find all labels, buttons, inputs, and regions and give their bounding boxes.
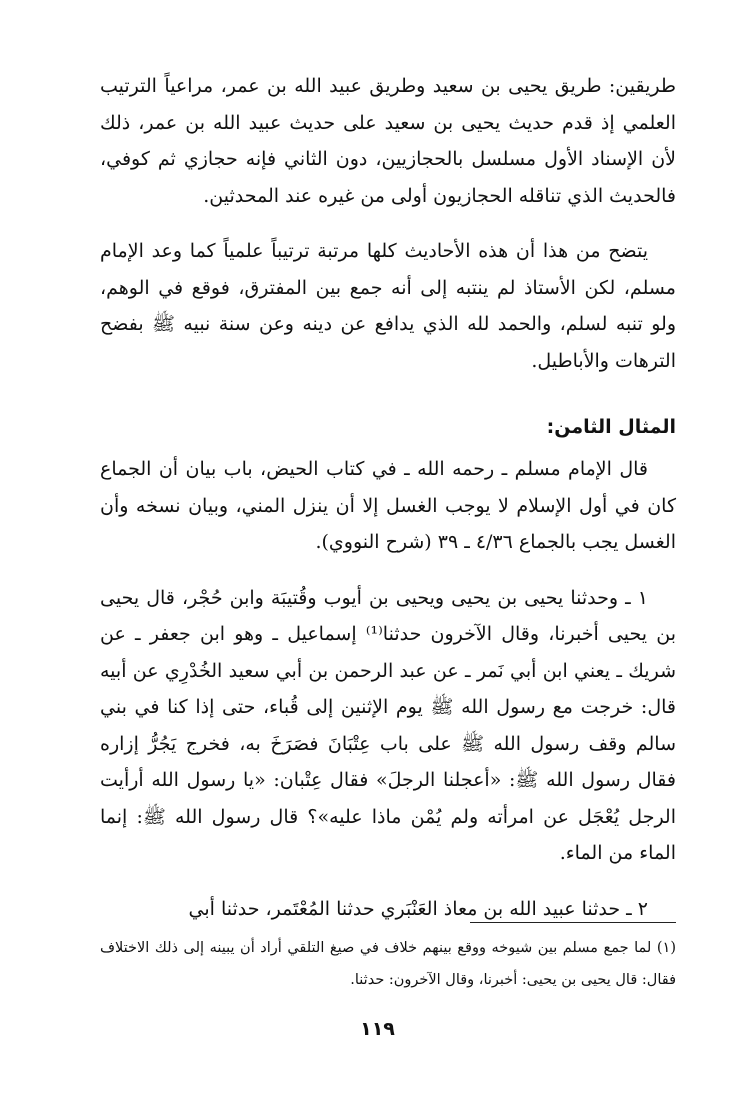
page-body [100,68,676,927]
footnote-marker: (١) [656,940,676,956]
footnote-text: لما جمع مسلم بين شيوخه ووقع بينهم خلاف في صيغ التلقي أراد أن يبينه إلى ذلك الاختلاف فقال: قال يحيى بن يحيى: أخبرنا، وقال الآخرون: حدثنا. [100,940,676,988]
paragraph-conclusion: يتضح من هذا أن هذه الأحاديث كلها مرتبة ترتيباً علمياً كما وعد الإمام مسلم، لكن الأستاذ لم ينتبه إلى أنه جمع بين المفترق، فوقع في الوهم، ولو تنبه لسلم، والحمد لله الذي يدافع عن دينه وعن سنة نبيه ﷺ بفضح الترهات والأباطيل. [100,240,676,372]
paragraph-hadith-2: ٢ ـ حدثنا عبيد الله بن معاذ العَنْبَري حدثنا المُعْتَمر، حدثنا أبي [188,897,648,920]
paragraph-continuation: طريقين: طريق يحيى بن سعيد وطريق عبيد الله بن عمر، مراعياً الترتيب العلمي إذ قدم حديث يحيى بن سعيد على حديث عبيد الله بن عمر، ذلك لأن الإسناد الأول مسلسل بالحجازيين، دون الثاني فإنه حجازي ثم كوفي، فالحديث الذي تناقله الحجازيون أولى من غيره عند المحدثين. [100,75,676,207]
section-heading: المثال الثامن: [546,416,676,438]
footnote-divider [470,922,676,923]
page-number: ١١٩ [360,1018,395,1040]
paragraph-hadith-1: ١ ـ وحدثنا يحيى بن يحيى ويحيى بن أيوب وقُتيبَة وابن حُجْر، قال يحيى بن يحيى أخبرنا، وقال الآخرون حدثنا⁽¹⁾ إسماعيل ـ وهو ابن جعفر ـ عن شريك ـ يعني ابن أبي نَمر ـ عن عبد الرحمن بن أبي سعيد الخُدْرِي عن أبيه قال: خرجت مع رسول الله ﷺ يوم الإثنين إلى قُباء، حتى إذا كنا في بني سالم وقف رسول الله ﷺ على باب عِتْبَانَ فصَرَخَ به، فخرج يَجُرُّ إزاره فقال رسول الله ﷺ: «أعجلنا الرجلَ» فقال عِتْبان: «يا رسول الله أرأيت الرجل يُعْجَل عن امرأته ولم يُمْن ماذا عليه»؟ قال رسول الله ﷺ: إنما الماء من الماء. [100,586,677,864]
footnote [100,932,676,996]
paragraph-intro: قال الإمام مسلم ـ رحمه الله ـ في كتاب الحيض، باب بيان أن الجماع كان في أول الإسلام لا يوجب الغسل إلا أن ينزل المني، وبيان نسخه وأن الغسل يجب بالجماع ٤/٣٦ ـ ٣٩ (شرح النووي). [100,458,676,553]
